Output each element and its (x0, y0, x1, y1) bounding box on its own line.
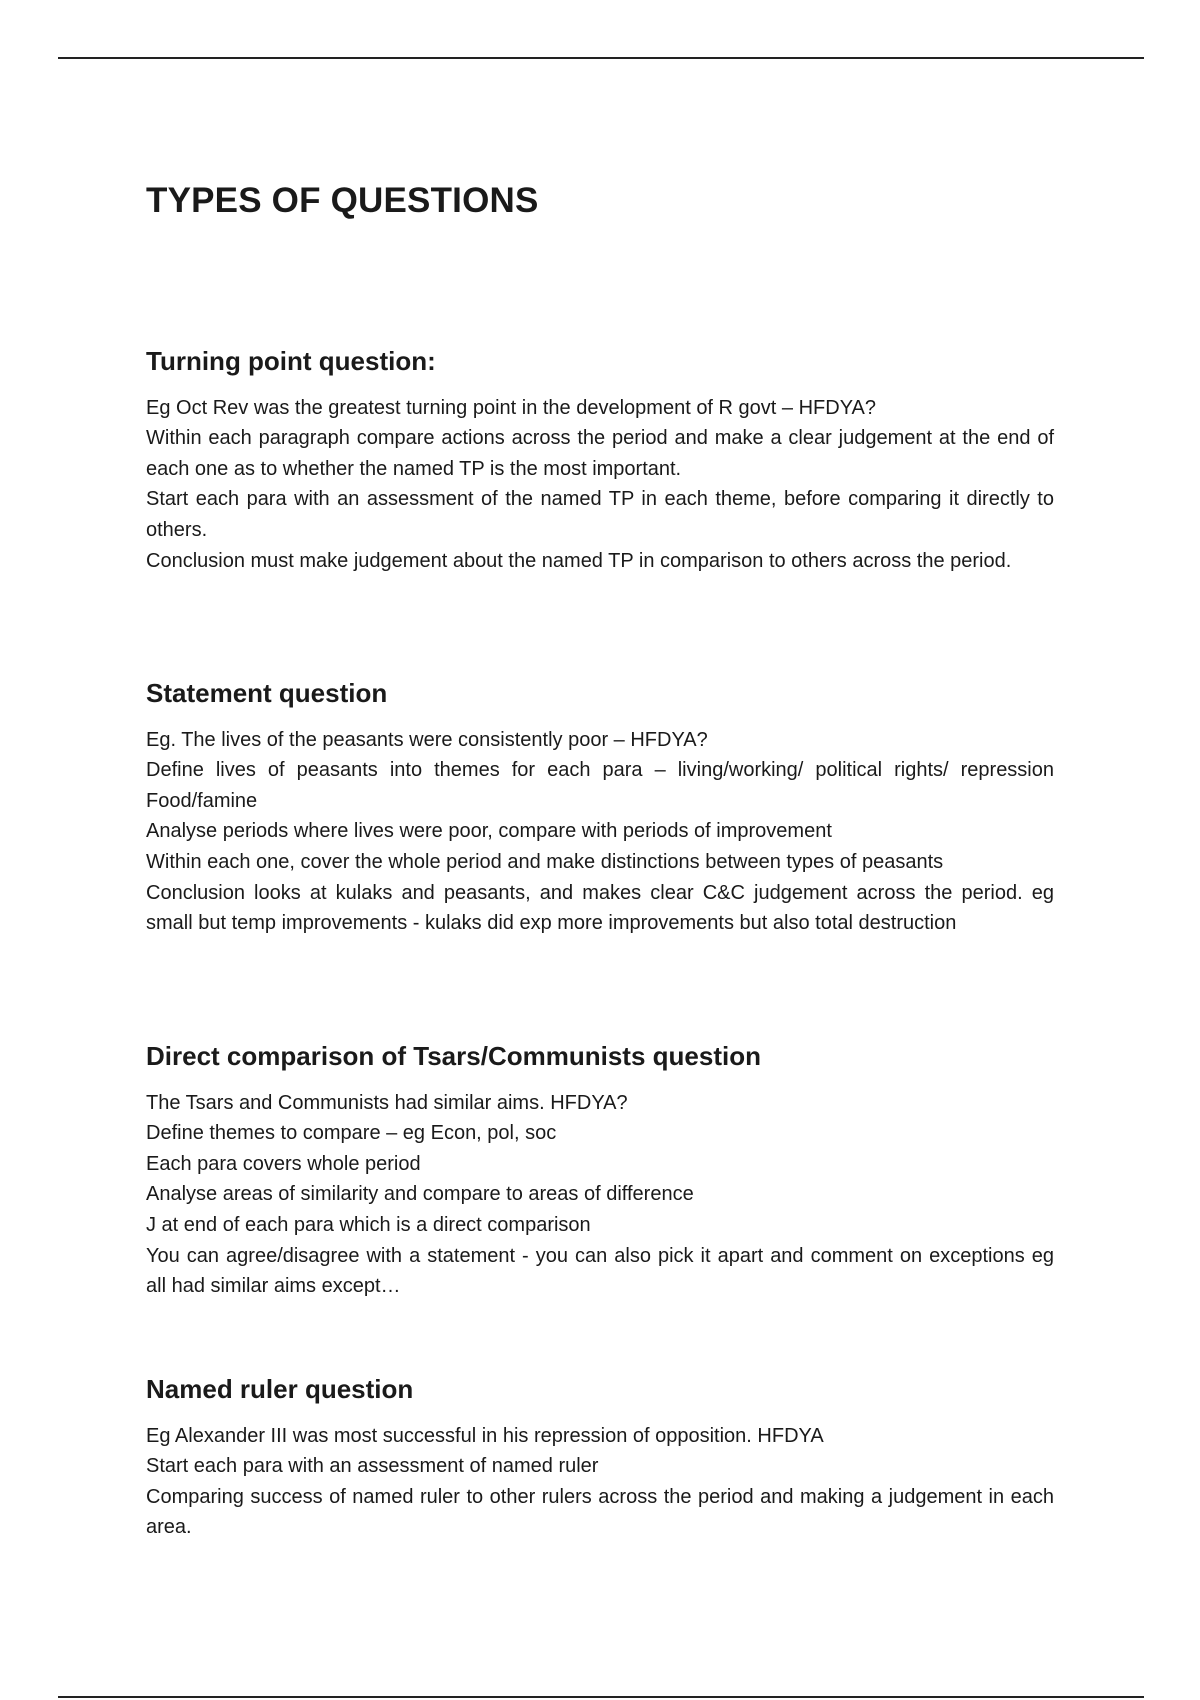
section-line: Comparing success of named ruler to other rulers across the period and making a judgement in each area. (146, 1485, 1054, 1539)
section-turning-point (146, 347, 1054, 576)
bottom-rule (58, 1696, 1144, 1698)
section-named-ruler (146, 1375, 1054, 1543)
section-line: Eg Alexander III was most successful in his repression of opposition. HFDYA (146, 1424, 824, 1447)
section-line: Conclusion looks at kulaks and peasants, and makes clear C&C judgement across the period. eg small but temp improvements - kulaks did exp more improvements but also total destruction (146, 881, 1054, 935)
section-direct-comparison (146, 1042, 1054, 1302)
section-line: Define themes to compare – eg Econ, pol, soc (146, 1122, 557, 1145)
section-line: Within each paragraph compare actions across the period and make a clear judgement at the end of each one as to whether the named TP is the most important. (146, 427, 1054, 480)
section-line: Start each para with an assessment of named ruler (146, 1455, 599, 1478)
section-heading: Named ruler question (146, 1374, 414, 1404)
section-line: Start each para with an assessment of the named TP in each theme, before comparing it directly to others. (146, 488, 1054, 541)
section-heading: Statement question (146, 678, 388, 708)
section-line: The Tsars and Communists had similar aims. HFDYA? (146, 1091, 628, 1114)
section-line: Eg Oct Rev was the greatest turning point in the development of R govt – HFDYA? (146, 396, 877, 419)
section-line: Eg. The lives of the peasants were consistently poor – HFDYA? (146, 728, 708, 751)
section-line: Conclusion must make judgement about the named TP in comparison to others across the period. (146, 549, 1012, 572)
section-line: Analyse periods where lives were poor, compare with periods of improvement (146, 820, 832, 843)
section-line: J at end of each para which is a direct comparison (146, 1213, 591, 1236)
section-line: You can agree/disagree with a statement - you can also pick it apart and comment on exceptions eg all had similar aims except… (146, 1244, 1054, 1298)
page-title: TYPES OF QUESTIONS (146, 181, 539, 220)
section-line: Within each one, cover the whole period and make distinctions between types of peasants (146, 850, 944, 873)
section-statement (146, 679, 1054, 939)
section-line: Each para covers whole period (146, 1152, 421, 1175)
section-heading: Turning point question: (146, 346, 436, 376)
top-rule (58, 57, 1144, 59)
section-line: Analyse areas of similarity and compare to areas of difference (146, 1183, 694, 1206)
section-line: Define lives of peasants into themes for each para – living/working/ political rights/ repression Food/famine (146, 759, 1054, 812)
section-heading: Direct comparison of Tsars/Communists question (146, 1041, 761, 1071)
